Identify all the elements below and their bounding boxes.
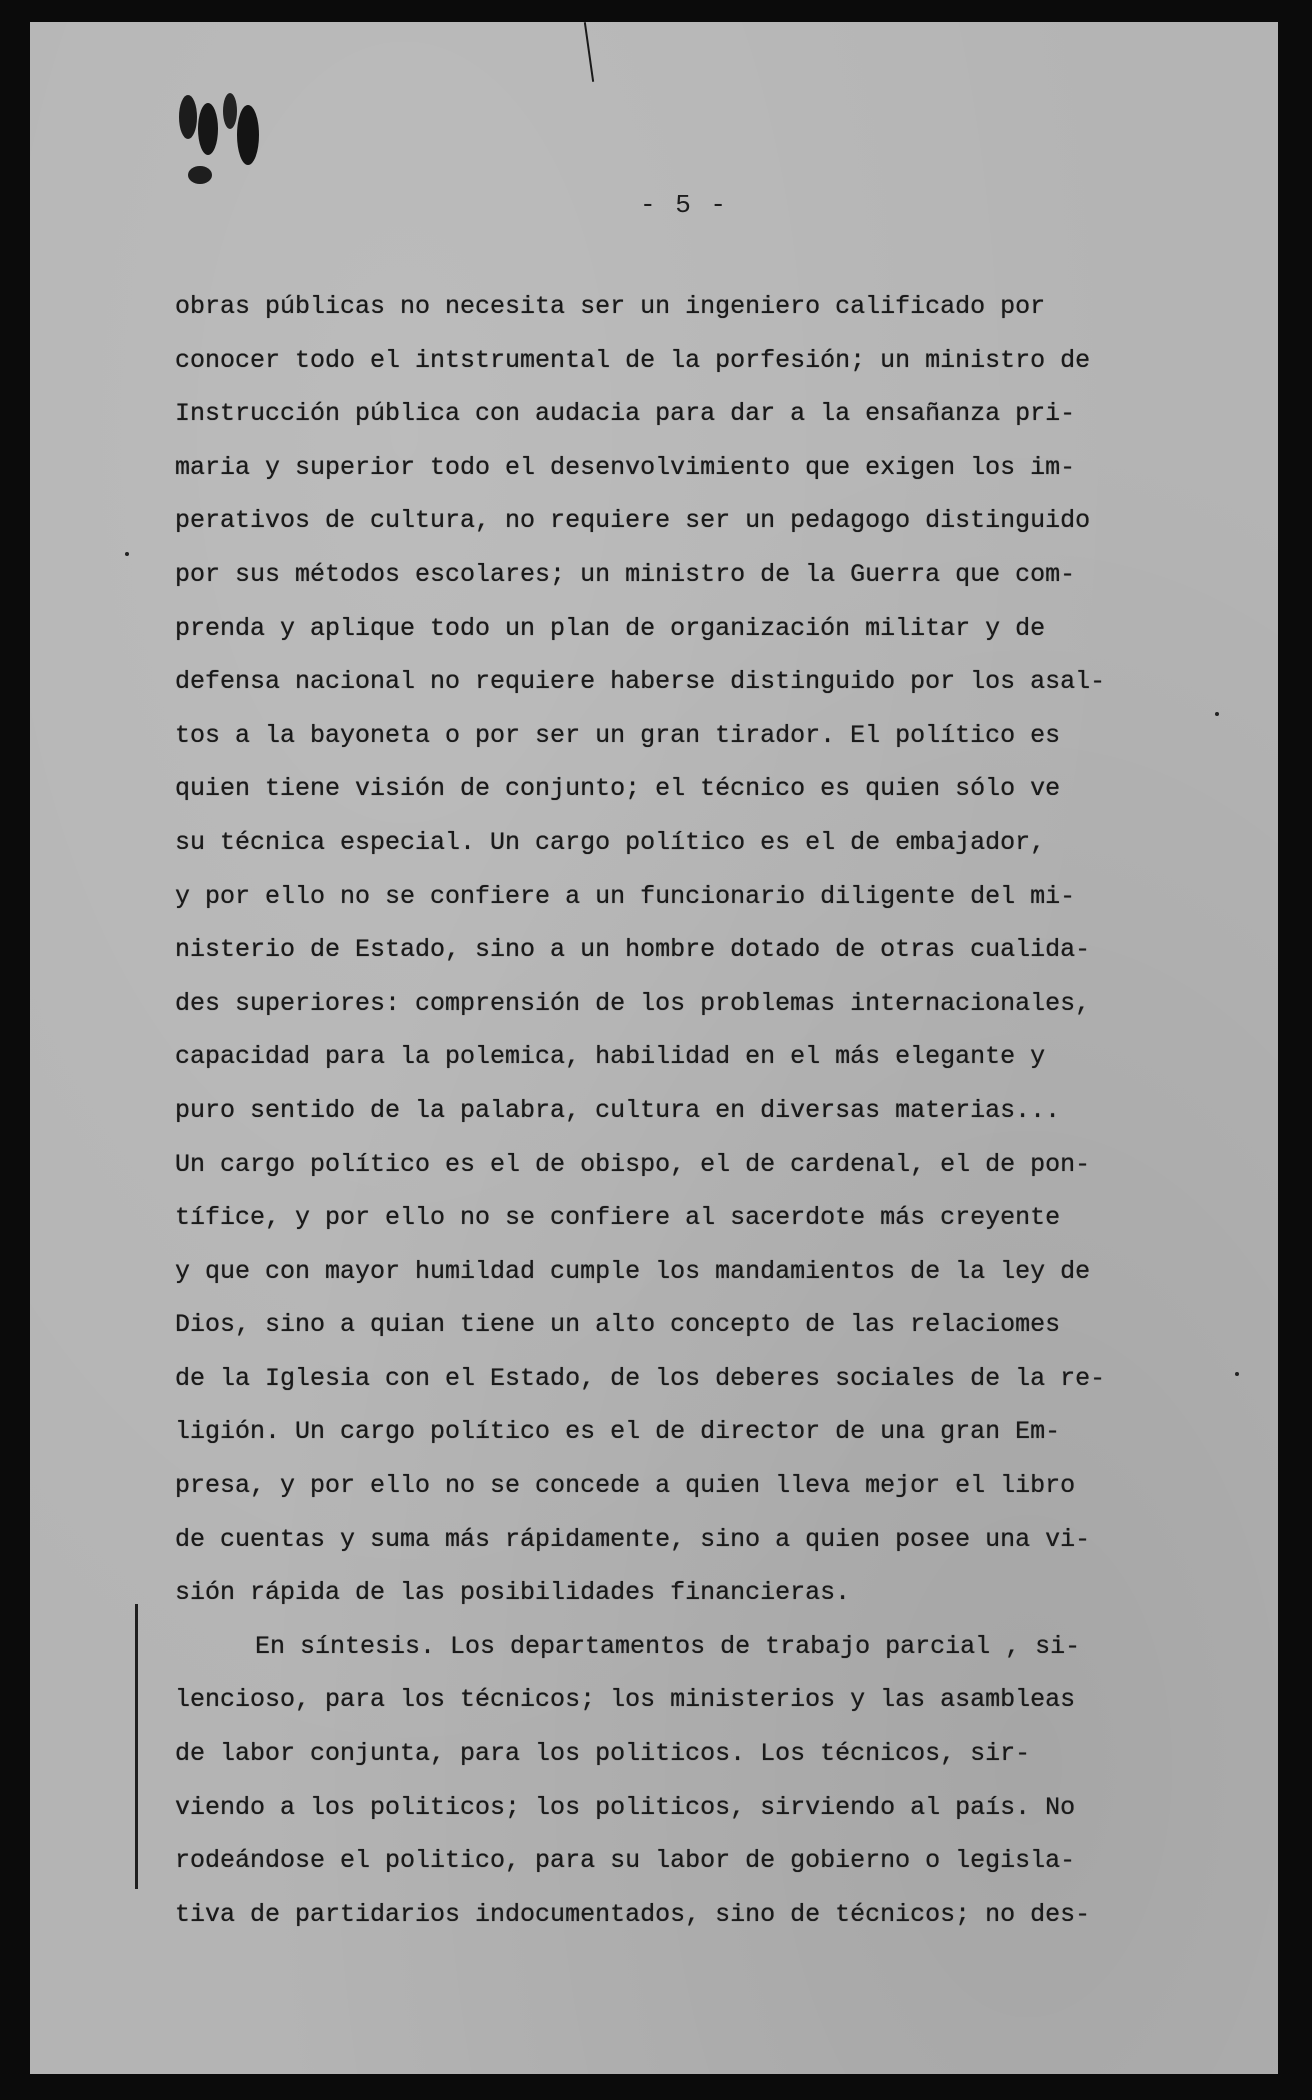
text-line: capacidad para la polemica, habilidad en el más elegante y	[175, 1042, 1046, 1072]
text-line: obras públicas no necesita ser un ingeniero calificado por	[175, 292, 1046, 321]
margin-marker-line	[135, 1604, 138, 1889]
text-line: tífice, y por ello no se confiere al sacerdote más creyente	[175, 1203, 1061, 1233]
text-line: perativos de cultura, no requiere ser un pedagogo distinguido	[175, 506, 1091, 536]
ink-smudge-icon	[160, 77, 290, 197]
text-line: Un cargo político es el de obispo, el de cardenal, el de pon-	[175, 1149, 1091, 1179]
text-line: ligión. Un cargo político es el de director de una gran Em-	[175, 1417, 1061, 1447]
text-line: lencioso, para los técnicos; los ministerios y las asambleas	[175, 1685, 1076, 1715]
text-line: puro sentido de la palabra, cultura en diversas materias...	[175, 1095, 1061, 1125]
text-line: por sus métodos escolares; un ministro de la Guerra que com-	[175, 559, 1076, 589]
text-line: de la Iglesia con el Estado, de los deberes sociales de la re-	[175, 1363, 1106, 1393]
text-line: sión rápida de las posibilidades financieras.	[175, 1578, 851, 1608]
text-line: de cuentas y suma más rápidamente, sino a quien posee una vi-	[175, 1524, 1091, 1554]
text-line: su técnica especial. Un cargo político es el de embajador,	[175, 827, 1046, 857]
text-line: nisterio de Estado, sino a un hombre dotado de otras cualida-	[175, 935, 1091, 965]
text-line: y por ello no se confiere a un funcionario diligente del mi-	[175, 881, 1076, 911]
text-line: viendo a los politicos; los politicos, sirviendo al país. No	[175, 1792, 1076, 1822]
typed-page	[30, 22, 1278, 2074]
text-line: y que con mayor humildad cumple los mandamientos de la ley de	[175, 1256, 1091, 1286]
text-line: quien tiene visión de conjunto; el técnico es quien sólo ve	[175, 774, 1061, 804]
speck-mark	[1215, 712, 1219, 716]
text-line: maria y superior todo el desenvolvimiento que exigen los im-	[175, 452, 1076, 482]
text-line: defensa nacional no requiere haberse distinguido por los asal-	[175, 667, 1106, 697]
page-number: - 5 -	[639, 190, 728, 220]
text-line: de labor conjunta, para los politicos. Los técnicos, sir-	[175, 1739, 1031, 1769]
typed-body	[175, 280, 1185, 1941]
text-line: Dios, sino a quian tiene un alto concepto de las relaciomes	[175, 1310, 1061, 1340]
text-line: prenda y aplique todo un plan de organización militar y de	[175, 613, 1046, 643]
speck-mark	[125, 552, 129, 556]
text-line: presa, y por ello no se concede a quien lleva mejor el libro	[175, 1471, 1076, 1501]
speck-mark	[1235, 1372, 1239, 1376]
text-line: rodeándose el politico, para su labor de gobierno o legisla-	[175, 1846, 1076, 1876]
paragraph-start-line: En síntesis. Los departamentos de trabajo parcial , si-	[255, 1631, 1081, 1661]
paper-tear-mark	[584, 22, 594, 82]
text-line: des superiores: comprensión de los problemas internacionales,	[175, 988, 1091, 1018]
text-line: tiva de partidarios indocumentados, sino de técnicos; no des-	[175, 1899, 1091, 1929]
text-line: tos a la bayoneta o por ser un gran tirador. El político es	[175, 720, 1061, 750]
text-line: Instrucción pública con audacia para dar a la ensañanza pri-	[175, 399, 1076, 429]
text-line: conocer todo el intstrumental de la porfesión; un ministro de	[175, 345, 1091, 375]
